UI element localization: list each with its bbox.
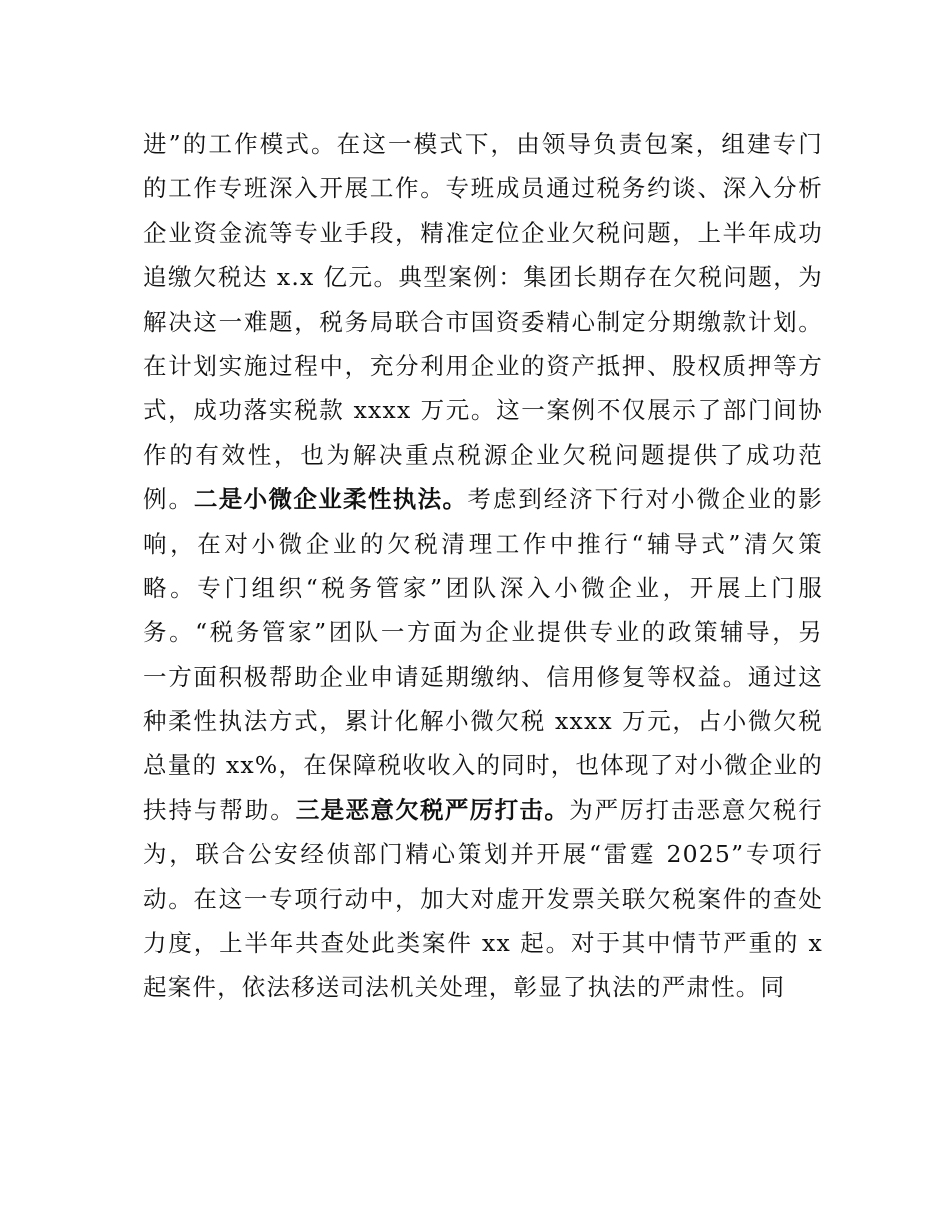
text-line-9-start: 例。 bbox=[143, 485, 194, 514]
text-line-17: 为，联合公安经侦部门精心策划并开展“雷霆 2025”专项行 bbox=[143, 840, 823, 869]
text-line-4: 追缴欠税达 x.x 亿元。典型案例：集团长期存在欠税问题，为 bbox=[143, 263, 823, 292]
text-line-9 bbox=[143, 477, 823, 521]
text-line-6: 在计划实施过程中，充分利用企业的资产抵押、股权质押等方 bbox=[143, 351, 823, 380]
text-line-9-end: 考虑到经济下行对小微企业的影 bbox=[467, 485, 823, 514]
text-line-8: 作的有效性，也为解决重点税源企业欠税问题提供了成功范 bbox=[143, 440, 823, 469]
text-line-10: 响，在对小微企业的欠税清理工作中推行“辅导式”清欠策 bbox=[143, 529, 823, 558]
text-line-1: 进”的工作模式。在这一模式下，由领导负责包案，组建专门 bbox=[143, 130, 823, 158]
text-line-7: 式，成功落实税款 xxxx 万元。这一案例不仅展示了部门间协 bbox=[143, 396, 823, 425]
text-line-16 bbox=[143, 788, 823, 832]
text-line-15: 总量的 xx%，在保障税收收入的同时，也体现了对小微企业的 bbox=[143, 751, 823, 780]
text-line-19: 力度，上半年共查处此类案件 xx 起。对于其中情节严重的 x bbox=[143, 929, 823, 958]
text-line-11: 略。专门组织“税务管家”团队深入小微企业，开展上门服 bbox=[143, 573, 823, 602]
text-line-2: 的工作专班深入开展工作。专班成员通过税务约谈、深入分析 bbox=[143, 174, 823, 203]
section-heading-2: 二是小微企业柔性执法。 bbox=[193, 485, 468, 514]
text-line-14: 种柔性执法方式，累计化解小微欠税 xxxx 万元，占小微欠税 bbox=[143, 707, 823, 736]
text-line-12: 务。“税务管家”团队一方面为企业提供专业的政策辅导，另 bbox=[143, 618, 823, 647]
text-line-16-end: 为严厉打击恶意欠税行 bbox=[569, 795, 824, 824]
text-line-13: 一方面积极帮助企业申请延期缴纳、信用修复等权益。通过这 bbox=[143, 662, 823, 691]
text-line-16-start: 扶持与帮助。 bbox=[143, 795, 296, 824]
section-heading-3: 三是恶意欠税严厉打击。 bbox=[295, 795, 570, 824]
document-body bbox=[143, 122, 823, 1010]
text-line-3: 企业资金流等专业手段，精准定位企业欠税问题，上半年成功 bbox=[143, 218, 823, 247]
text-line-18: 动。在这一专项行动中，加大对虚开发票关联欠税案件的查处 bbox=[143, 884, 823, 913]
text-line-5: 解决这一难题，税务局联合市国资委精心制定分期缴款计划。 bbox=[143, 307, 823, 336]
text-line-20: 起案件，依法移送司法机关处理，彰显了执法的严肃性。同 bbox=[143, 973, 786, 1002]
